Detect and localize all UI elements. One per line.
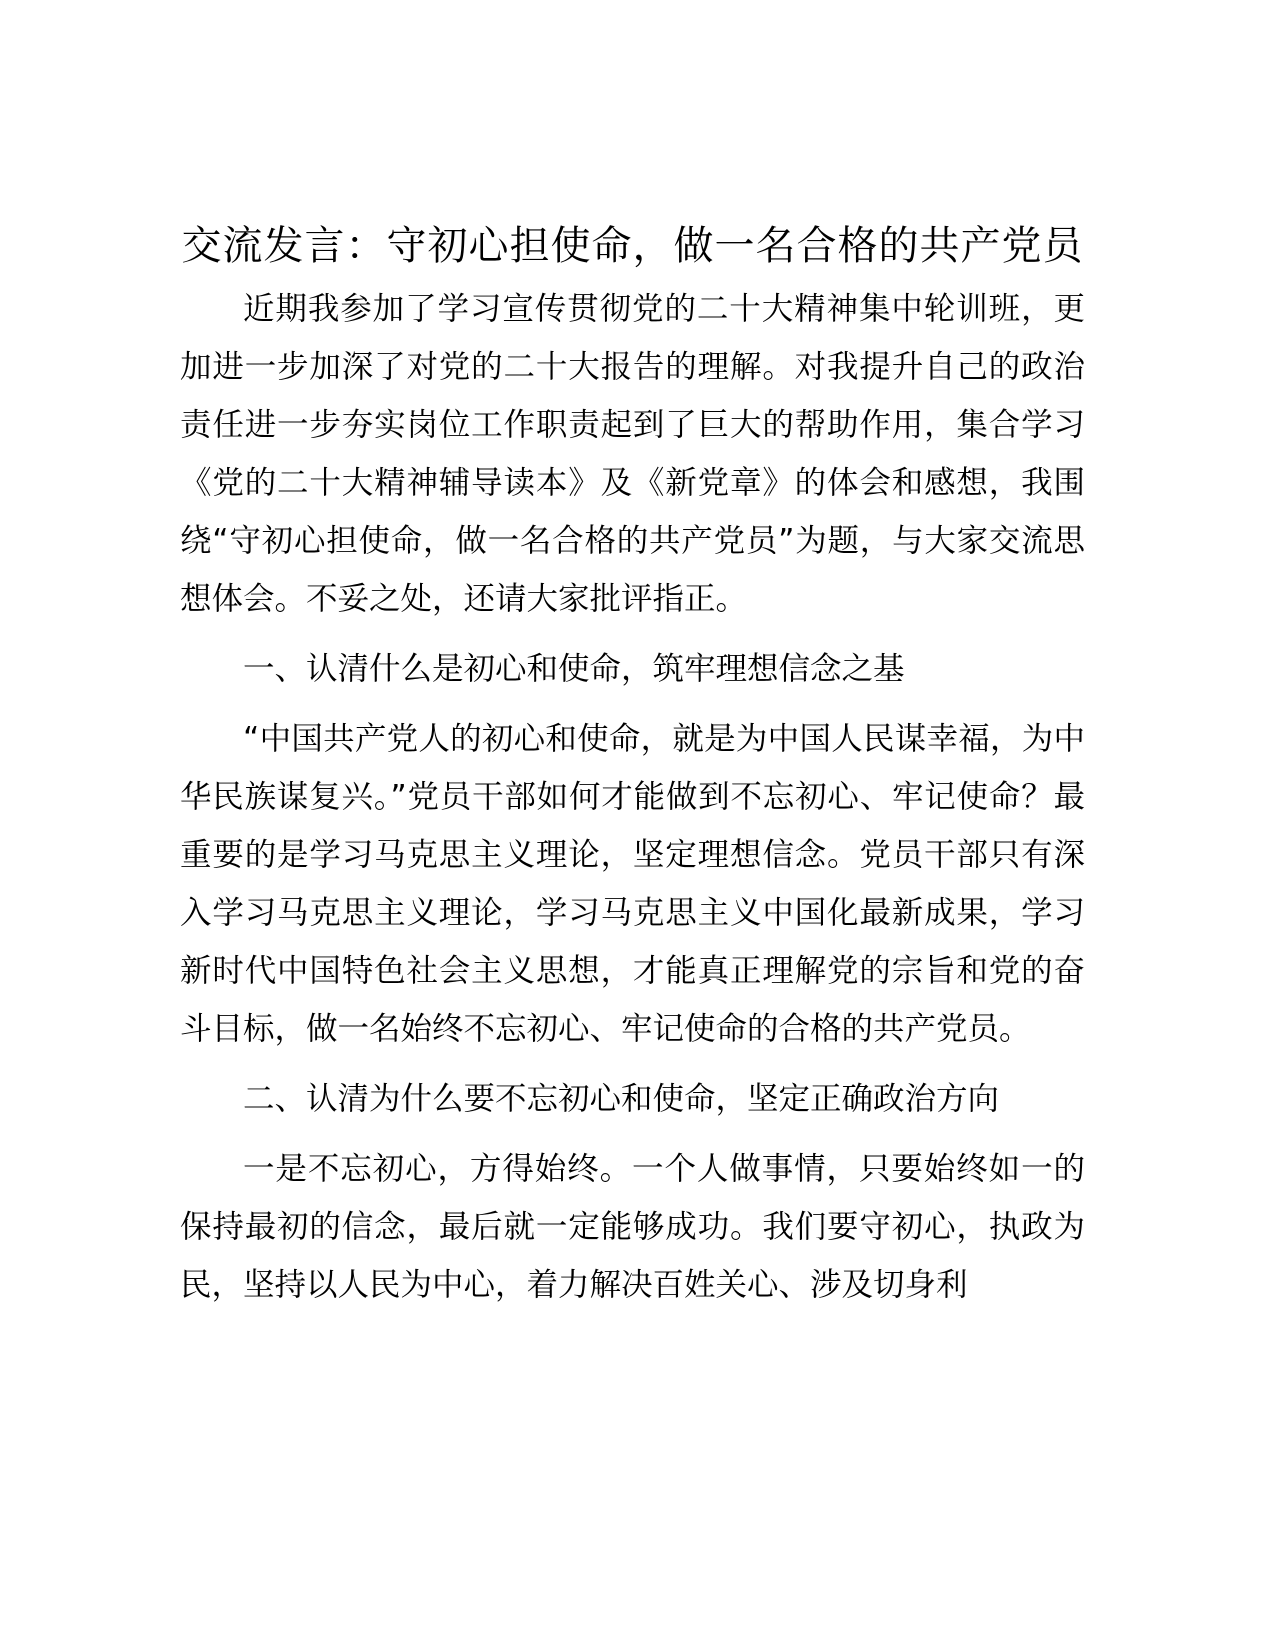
section-heading-2: 二、认清为什么要不忘初心和使命，坚定正确政治方向 (243, 1081, 1000, 1117)
paragraph-section-1: “中国共产党人的初心和使命，就是为中国人民谋幸福，为中华民族谋复兴。”党员干部如何才能做到不忘初心、牢记使命？最重要的是学习马克思主义理论，坚定理想信念。党员干部只有深入学习马克思主义理论，学习马克思主义中国化最新成果，学习新时代中国特色社会主义思想，才能真正理解党的宗旨和党的奋斗目标，做一名始终不忘初心、牢记使命的合格的共产党员。 (180, 721, 1085, 1047)
document-body (180, 218, 1085, 1326)
document-title: 交流发言：守初心担使命，做一名合格的共产党员 (181, 223, 1084, 269)
paragraph-section-2: 一是不忘初心，方得始终。一个人做事情，只要始终如一的保持最初的信念，最后就一定能够成功。我们要守初心，执政为民，坚持以人民为中心，着力解决百姓关心、涉及切身利 (180, 1151, 1085, 1303)
paragraph-intro: 近期我参加了学习宣传贯彻党的二十大精神集中轮训班，更加进一步加深了对党的二十大报告的理解。对我提升自己的政治责任进一步夯实岗位工作职责起到了巨大的帮助作用，集合学习《党的二十大精神辅导读本》及《新党章》的体会和感想，我围绕“守初心担使命，做一名合格的共产党员”为题，与大家交流思想体会。不妥之处，还请大家批评指正。 (180, 291, 1085, 617)
section-heading-1: 一、认清什么是初心和使命，筑牢理想信念之基 (243, 651, 905, 687)
